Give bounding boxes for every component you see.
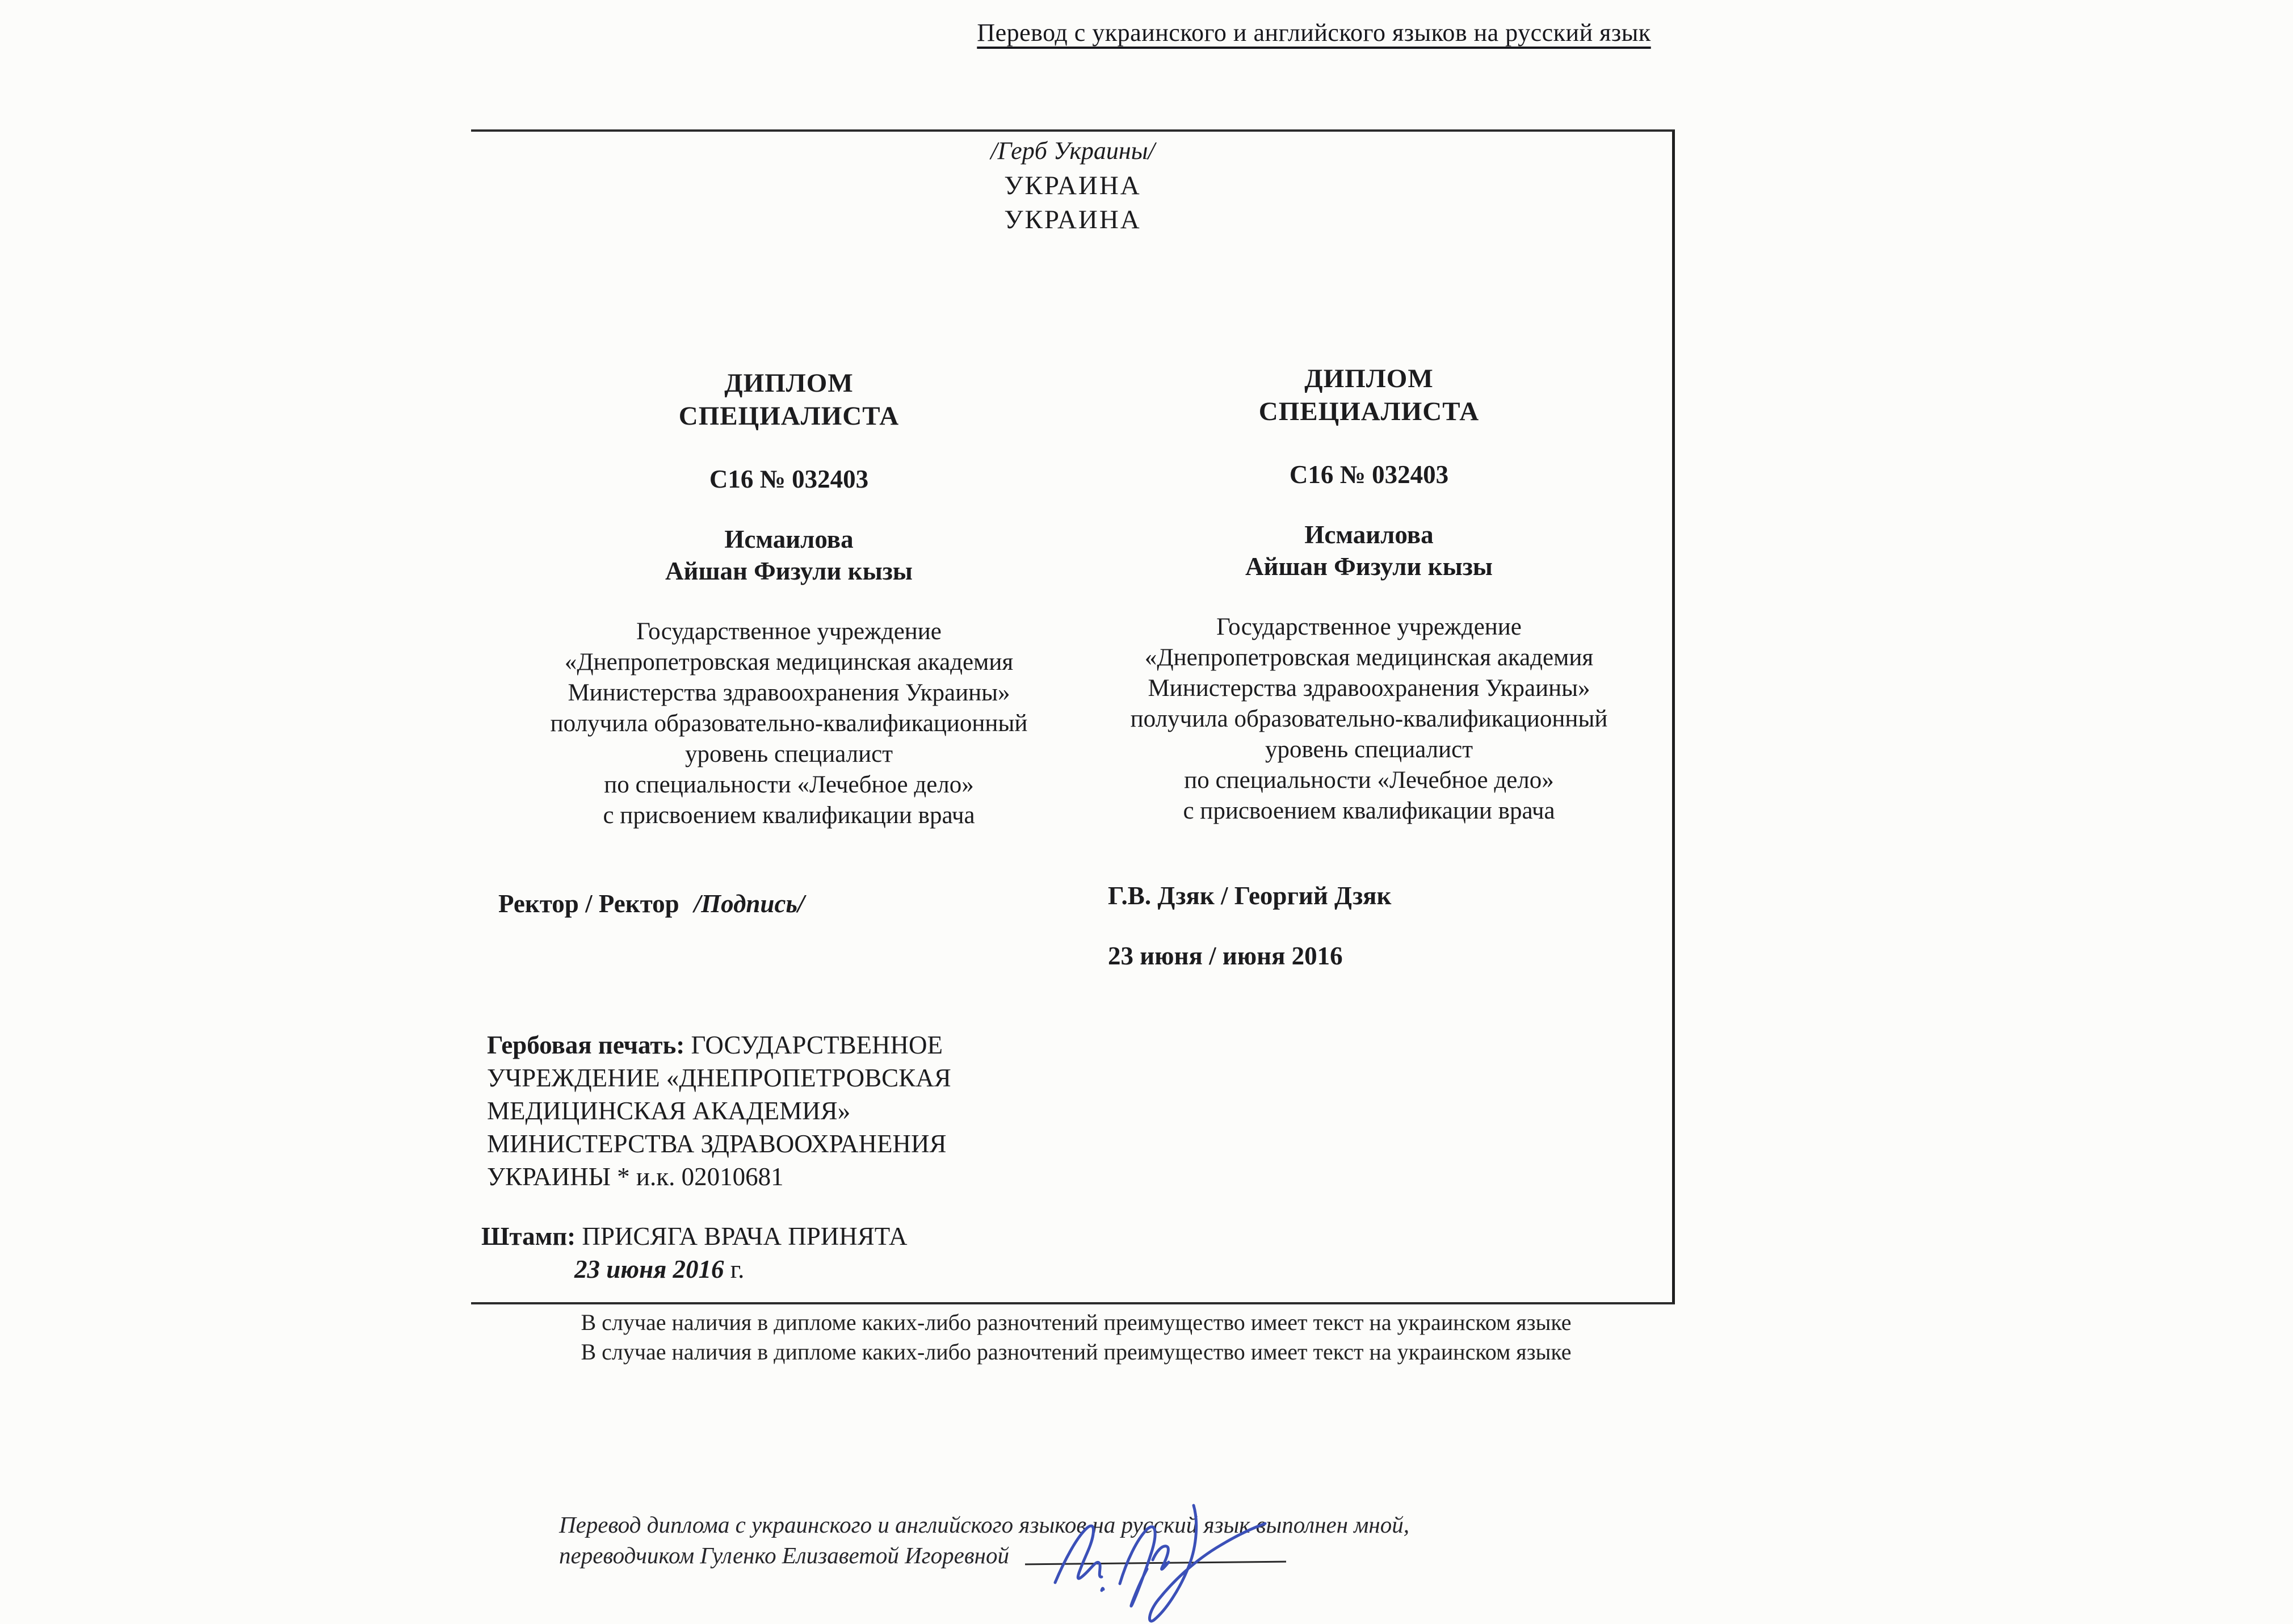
rector-label: Ректор / Ректор — [498, 889, 679, 918]
institution-line: с присвоением квалификации врача — [1183, 798, 1555, 824]
holder-surname: Исмаилова — [1304, 521, 1434, 549]
country-name-ru: УКРАИНА — [1004, 205, 1141, 234]
holder-name-right — [1085, 519, 1653, 582]
diploma-title-line2: СПЕЦИАЛИСТА — [678, 401, 900, 431]
seal-label: Гербовая печать: — [487, 1031, 685, 1059]
diploma-serial-right: С16 № 032403 — [1289, 460, 1449, 489]
rector-line — [498, 889, 805, 918]
diploma-title-left — [505, 367, 1073, 433]
translator-statement-line1: Перевод диплома с украинского и английского языков на русский язык выполнен мной, — [559, 1512, 1410, 1538]
translator-statement-line2: переводчиком Гуленко Елизаветой Игоревной — [559, 1542, 1010, 1568]
institution-line: получила образовательно-квалификационный — [1130, 706, 1608, 732]
seal-line: УЧРЕЖДЕНИЕ «ДНЕПРОПЕТРОВСКАЯ — [487, 1064, 951, 1092]
diploma-serial-left: С16 № 032403 — [709, 465, 869, 493]
institution-line: Государственное учреждение — [1216, 614, 1522, 640]
seal-text — [487, 1029, 1032, 1193]
signature-placeholder: /Подпись/ — [694, 889, 805, 918]
coat-of-arms-label: /Герб Украины/ — [990, 137, 1155, 165]
diploma-title-right — [1085, 362, 1653, 428]
institution-line: уровень специалист — [684, 741, 893, 767]
institution-line: по специальности «Лечебное дело» — [604, 771, 974, 798]
institution-line: уровень специалист — [1265, 736, 1473, 763]
holder-given-names: Айшан Физули кызы — [1245, 552, 1493, 581]
seal-line: МЕДИЦИНСКАЯ АКАДЕМИЯ» — [487, 1097, 851, 1125]
institution-line: «Днепропетровская медицинская академия — [1144, 644, 1594, 671]
seal-line: МИНИСТЕРСТВА ЗДРАВООХРАНЕНИЯ — [487, 1130, 947, 1158]
translator-signature — [1047, 1493, 1286, 1624]
seal-line: Гербовая печать: ГОСУДАРСТВЕННОЕ — [487, 1031, 943, 1059]
diploma-title-line1: ДИПЛОМ — [724, 368, 854, 398]
institution-line: Министерства здравоохранения Украины» — [1148, 675, 1590, 702]
institution-line: Государственное учреждение — [636, 618, 942, 645]
discrepancy-note: В случае наличия в дипломе каких-либо разночтений преимущество имеет текст на украинском языке — [581, 1339, 1572, 1365]
translation-header: Перевод с украинского и английского языков на русский язык — [977, 19, 1651, 47]
institution-line: Министерства здравоохранения Украины» — [568, 679, 1010, 706]
institution-line: по специальности «Лечебное дело» — [1184, 767, 1554, 794]
diploma-title-line1: ДИПЛОМ — [1304, 364, 1434, 393]
holder-surname: Исмаилова — [724, 525, 854, 553]
discrepancy-note: В случае наличия в дипломе каких-либо разночтений преимущество имеет текст на украинском языке — [581, 1310, 1572, 1335]
seal-line: УКРАИНЫ * и.к. 02010681 — [487, 1163, 784, 1191]
institution-text-left — [505, 616, 1073, 831]
holder-name-left — [505, 523, 1073, 587]
issue-date: 23 июня / июня 2016 — [1108, 942, 1343, 970]
institution-line: «Днепропетровская медицинская академия — [564, 649, 1014, 675]
diploma-title-line2: СПЕЦИАЛИСТА — [1258, 397, 1480, 426]
stamp-text: Штамп: ПРИСЯГА ВРАЧА ПРИНЯТА — [481, 1222, 908, 1250]
country-name-uk: УКРАИНА — [1004, 171, 1141, 200]
institution-line: с присвоением квалификации врача — [603, 802, 975, 829]
signatory-name: Г.В. Дзяк / Георгий Дзяк — [1108, 882, 1392, 910]
stamp-label: Штамп: — [481, 1222, 576, 1250]
institution-text-right — [1085, 612, 1653, 826]
stamp-date: 23 июня 2016 г. — [574, 1255, 745, 1283]
institution-line: получила образовательно-квалификационный — [550, 710, 1028, 737]
holder-given-names: Айшан Физули кызы — [665, 557, 913, 585]
